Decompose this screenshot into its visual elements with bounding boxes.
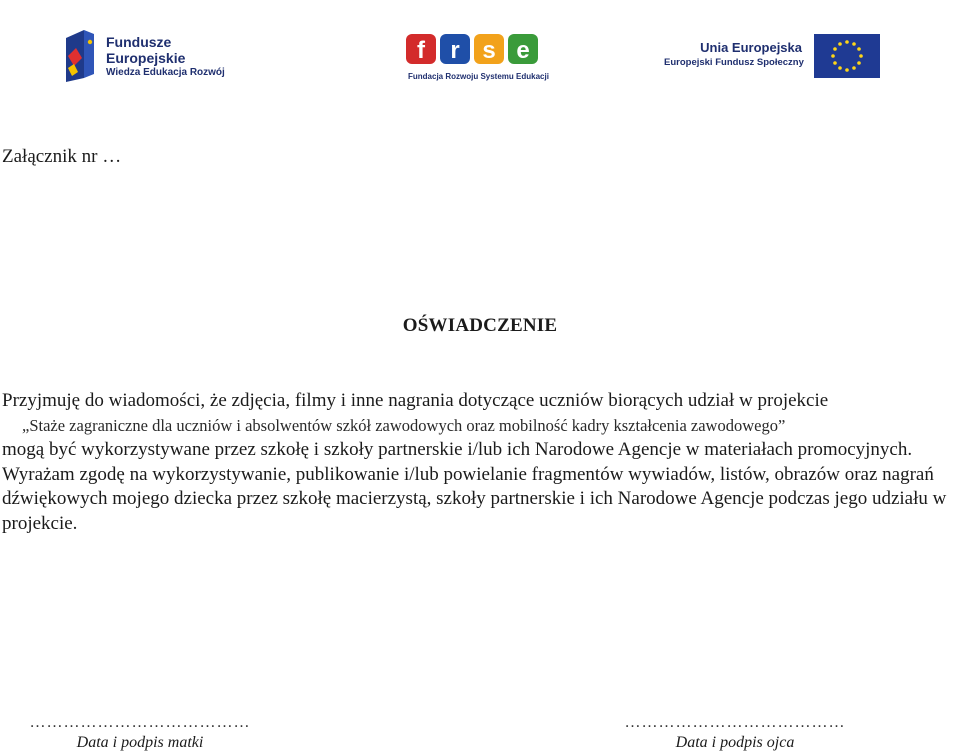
logo-bar (0, 0, 960, 100)
ue-subtitle: Europejski Fundusz Społeczny (664, 57, 804, 68)
svg-text:s: s (482, 37, 496, 64)
document-title: OŚWIADCZENIE (402, 315, 558, 336)
frse-logo (404, 32, 554, 88)
frse-wordmark (404, 32, 544, 68)
paragraph-1-end: mogą być wykorzystywane przez szkołę i szkoły partnerskie i/lub ich Narodowe Agencje w materiałach promocyjnych. (2, 439, 913, 460)
signature-label-mother: Data i podpis matki (76, 734, 204, 751)
eu-flag-icon (814, 34, 880, 78)
frse-subtitle: Fundacja Rozwoju Systemu Edukacji (408, 72, 549, 81)
fe-line1: Fundusze (106, 34, 172, 50)
signature-father (590, 714, 880, 752)
signature-label-father: Data i podpis ojca (675, 734, 795, 751)
paragraph-2: Wyrażam zgodę na wykorzystywanie, publikowanie i/lub powielanie fragmentów wywiadów, listów, obrazów oraz nagrań dźwiękowych mojego dziecka przez szkołę macierzystą, szkoły partnerskie i ich Narodowe Agencje podczas jego udziału w projekcie. (2, 463, 947, 534)
svg-text:e: e (516, 37, 530, 64)
annex-label: Załącznik nr … (2, 146, 122, 167)
unia-europejska-logo (664, 34, 884, 82)
ue-title: Unia Europejska (700, 40, 802, 55)
signature-line-father: ………………………………… (624, 714, 846, 731)
project-name: „Staże zagraniczne dla uczniów i absolwentów szkół zawodowych oraz mobilność kadry kształcenia zawodowego” (22, 415, 786, 435)
fe-line2: Europejskie (106, 50, 186, 66)
fundusze-europejskie-logo (62, 28, 242, 88)
svg-text:r: r (450, 37, 460, 64)
fe-subtitle: Wiedza Edukacja Rozwój (106, 67, 225, 78)
signature-line-mother: ………………………………… (29, 714, 251, 731)
paragraph-1-start: Przyjmuję do wiadomości, że zdjęcia, filmy i inne nagrania dotyczące uczniów biorących udział w projekcie (2, 390, 829, 411)
fundusze-europejskie-emblem (62, 28, 102, 84)
document-body (2, 389, 958, 536)
signature-mother (0, 714, 280, 752)
svg-text:f: f (417, 37, 425, 64)
